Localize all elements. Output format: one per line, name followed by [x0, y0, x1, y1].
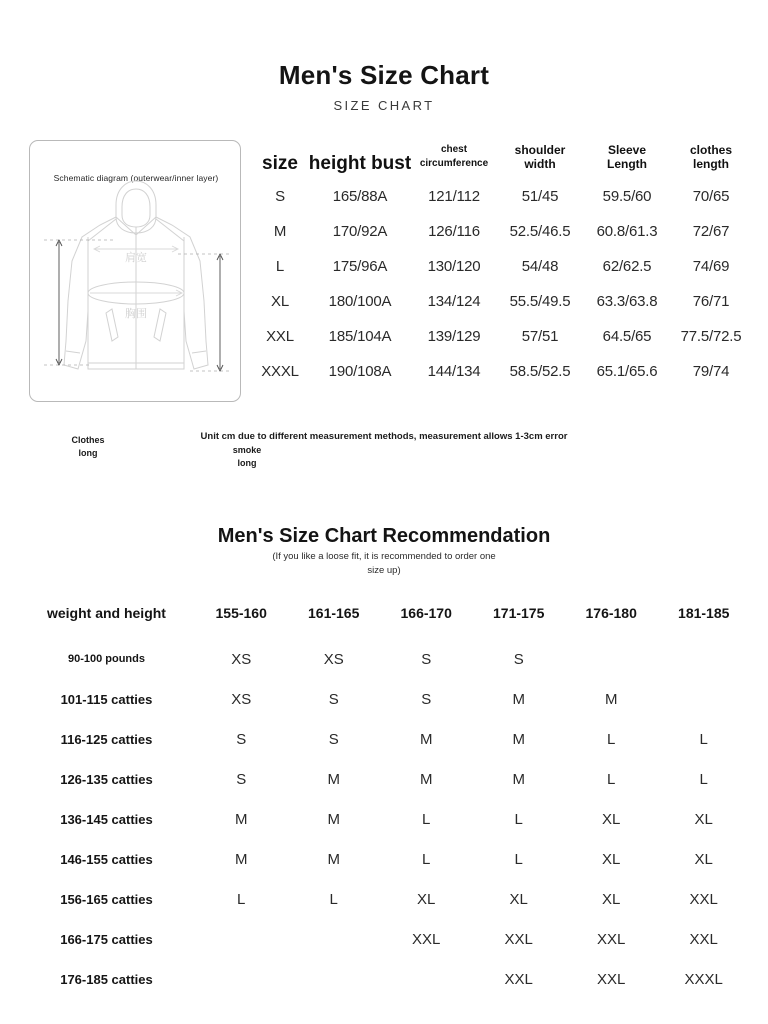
table-row: [18, 679, 750, 719]
table-row: [252, 354, 752, 389]
column-header-chest-circumference: [412, 143, 496, 179]
column-header-shoulder-line1: shoulder: [514, 143, 566, 157]
cell-recommended-size: M: [419, 770, 433, 788]
cell-length: 79/74: [692, 363, 730, 380]
cell-recommended-size: [565, 639, 658, 679]
cell-recommended-size: [195, 959, 288, 999]
column-header-chest-line1: chest: [440, 144, 468, 155]
column-header-height-bust: [308, 143, 412, 179]
cell-recommended-size: M: [512, 770, 525, 788]
recommendation-table-header: [18, 605, 750, 639]
cell-recommended-size: L: [607, 730, 616, 748]
clothes-long-label-line1: Clothes: [71, 435, 105, 445]
cell-recommended-size: XXL: [597, 930, 626, 948]
cell-chest: 121/112: [428, 188, 480, 205]
cell-recommended-size: XL: [694, 850, 713, 868]
cell-sleeve: 59.5/60: [602, 188, 652, 205]
cell-shoulder: 57/51: [521, 328, 559, 345]
cell-chest: 126/116: [428, 223, 480, 240]
cell-chest: 144/134: [427, 363, 481, 380]
page-subtitle: SIZE CHART: [333, 98, 435, 113]
cell-recommended-size: [657, 639, 750, 679]
column-header-height-range: 161-165: [308, 605, 360, 621]
column-header-clothes-line2: length: [693, 157, 729, 171]
row-header-weight-range: 101-115 catties: [60, 691, 153, 707]
cell-recommended-size: XXL: [412, 930, 441, 948]
cell-sleeve: 64.5/65: [602, 328, 652, 345]
cell-recommended-size: S: [328, 690, 339, 708]
cell-length: 74/69: [692, 258, 730, 275]
cell-recommended-size: L: [607, 770, 616, 788]
cell-size: S: [275, 188, 285, 205]
cell-height-bust: 165/88A: [332, 188, 388, 205]
cell-recommended-size: [657, 679, 750, 719]
cell-recommended-size: XXL: [504, 970, 533, 988]
smoke-long-label: [226, 444, 268, 470]
recommendation-subtitle-line2: size up): [367, 565, 401, 576]
cell-recommended-size: XS: [323, 650, 344, 668]
cell-recommended-size: L: [699, 730, 708, 748]
cell-recommended-size: S: [236, 770, 247, 788]
cell-recommended-size: M: [512, 730, 525, 748]
cell-height-bust: 180/100A: [328, 293, 392, 310]
cell-recommended-size: S: [513, 650, 524, 668]
cell-recommended-size: XL: [694, 810, 713, 828]
column-header-shoulder-width: [496, 143, 584, 179]
recommendation-title: Men's Size Chart Recommendation: [217, 525, 551, 547]
table-row: [252, 249, 752, 284]
smoke-long-label-line1: smoke: [232, 445, 262, 455]
table-row: [18, 919, 750, 959]
column-header-clothes-length: [670, 143, 752, 179]
cell-chest: 139/129: [427, 328, 481, 345]
cell-recommended-size: [195, 919, 288, 959]
cell-chest: 130/120: [427, 258, 481, 275]
cell-recommended-size: L: [514, 850, 523, 868]
cell-recommended-size: XXL: [597, 970, 626, 988]
cell-recommended-size: M: [604, 690, 618, 708]
table-row: [18, 959, 750, 999]
cell-size: XL: [271, 293, 289, 310]
column-header-height-range: 176-180: [585, 605, 637, 621]
row-header-weight-range: 116-125 catties: [60, 731, 153, 747]
column-header-height-range: 181-185: [678, 605, 730, 621]
column-header-sleeve-length: [584, 143, 670, 179]
cell-recommended-size: L: [422, 850, 431, 868]
column-header-height-range: 155-160: [215, 605, 267, 621]
table-row: [252, 319, 752, 354]
column-header-sleeve-line2: Length: [607, 157, 647, 171]
cell-shoulder: 52.5/46.5: [509, 223, 571, 240]
row-header-weight-range: 90-100 pounds: [67, 653, 145, 665]
column-header-size: [252, 143, 308, 179]
cell-recommended-size: M: [327, 770, 340, 788]
cell-recommended-size: XXL: [689, 930, 718, 948]
size-table-header-row: [252, 143, 752, 179]
cell-recommended-size: XL: [602, 810, 621, 828]
size-measurement-table: [252, 143, 752, 389]
column-header-height-range: 166-170: [400, 605, 452, 621]
cell-chest: 134/124: [427, 293, 481, 310]
cell-length: 76/71: [692, 293, 730, 310]
recommendation-table: [18, 605, 750, 999]
cell-size: XXL: [266, 328, 294, 345]
recommendation-header-row: [18, 605, 750, 639]
recommendation-table-body: [18, 639, 750, 999]
table-row: [18, 799, 750, 839]
cell-recommended-size: M: [512, 690, 525, 708]
column-header-chest-line2: circumference: [419, 158, 489, 169]
cell-height-bust: 170/92A: [332, 223, 388, 240]
cell-recommended-size: [380, 959, 473, 999]
cell-length: 72/67: [692, 223, 730, 240]
cell-sleeve: 63.3/63.8: [596, 293, 658, 310]
cell-recommended-size: [287, 919, 380, 959]
size-table-body: [252, 179, 752, 389]
row-header-weight-range: 166-175 catties: [60, 931, 153, 947]
recommendation-subtitle-line1: (If you like a loose fit, it is recommended to order one: [272, 551, 496, 562]
table-row: [18, 879, 750, 919]
row-header-weight-range: 126-135 catties: [60, 771, 153, 787]
cell-recommended-size: L: [699, 770, 708, 788]
cell-recommended-size: S: [236, 730, 247, 748]
cell-recommended-size: M: [234, 850, 248, 868]
cell-recommended-size: XXL: [689, 890, 718, 908]
smoke-long-label-line2: long: [237, 458, 257, 468]
clothes-long-label-line2: long: [78, 448, 98, 458]
cell-recommended-size: M: [419, 730, 433, 748]
cell-recommended-size: XS: [231, 690, 252, 708]
cell-shoulder: 58.5/52.5: [509, 363, 571, 380]
cell-length: 77.5/72.5: [680, 328, 742, 345]
row-header-weight-range: 176-185 catties: [60, 971, 153, 987]
cell-height-bust: 185/104A: [328, 328, 392, 345]
cell-recommended-size: L: [329, 890, 338, 908]
cell-recommended-size: L: [514, 810, 523, 828]
cell-sleeve: 62/62.5: [602, 258, 652, 275]
column-header-weight-and-height: weight and height: [46, 605, 166, 621]
cell-recommended-size: XL: [602, 890, 621, 908]
jacket-illustration: [30, 141, 242, 403]
table-row: [252, 179, 752, 214]
measurement-note: Unit cm due to different measurement methods, measurement allows 1-3cm error: [200, 431, 568, 442]
column-header-size-text: size: [262, 153, 298, 174]
cell-shoulder: 51/45: [521, 188, 559, 205]
cell-sleeve: 65.1/65.6: [596, 363, 658, 380]
cell-recommended-size: M: [234, 810, 248, 828]
table-row: [252, 214, 752, 249]
cell-shoulder: 54/48: [521, 258, 559, 275]
cell-length: 70/65: [692, 188, 730, 205]
cell-size: L: [275, 258, 285, 275]
cell-recommended-size: [287, 959, 380, 999]
column-header-height-bust-text: height bust: [308, 153, 412, 174]
cell-size: XXXL: [261, 363, 299, 380]
row-header-weight-range: 136-145 catties: [60, 811, 153, 827]
cell-recommended-size: XXL: [504, 930, 533, 948]
cell-recommended-size: M: [327, 810, 340, 828]
table-row: [18, 839, 750, 879]
cell-recommended-size: S: [421, 650, 432, 668]
cell-recommended-size: XL: [602, 850, 621, 868]
cell-recommended-size: XS: [231, 650, 252, 668]
chest-circumference-cn-label: 胸围: [125, 307, 147, 320]
cell-recommended-size: S: [328, 730, 339, 748]
cell-recommended-size: XXXL: [684, 970, 723, 988]
cell-recommended-size: XL: [417, 890, 436, 908]
column-header-height-range: 171-175: [493, 605, 545, 621]
cell-height-bust: 190/108A: [328, 363, 392, 380]
cell-shoulder: 55.5/49.5: [509, 293, 571, 310]
table-row: [252, 284, 752, 319]
cell-height-bust: 175/96A: [332, 258, 388, 275]
cell-size: M: [273, 223, 287, 240]
size-table-header: [252, 143, 752, 179]
column-header-sleeve-line1: Sleeve: [607, 143, 647, 157]
shoulder-width-cn-label: 肩宽: [125, 251, 147, 264]
schematic-diagram-panel: [29, 140, 262, 468]
table-row: [18, 759, 750, 799]
page-title: Men's Size Chart: [278, 60, 490, 90]
cell-recommended-size: M: [327, 850, 340, 868]
table-row: [18, 639, 750, 679]
recommendation-subtitle: [0, 550, 768, 578]
cell-recommended-size: S: [421, 690, 432, 708]
row-header-weight-range: 146-155 catties: [60, 851, 153, 867]
table-row: [18, 719, 750, 759]
cell-recommended-size: L: [237, 890, 246, 908]
cell-recommended-size: XL: [509, 890, 528, 908]
cell-recommended-size: L: [422, 810, 431, 828]
row-header-weight-range: 156-165 catties: [60, 891, 153, 907]
schematic-caption: Schematic diagram (outerwear/inner layer): [53, 173, 219, 183]
column-header-clothes-line1: clothes: [689, 143, 732, 157]
cell-sleeve: 60.8/61.3: [596, 223, 658, 240]
column-header-shoulder-line2: width: [524, 157, 556, 171]
